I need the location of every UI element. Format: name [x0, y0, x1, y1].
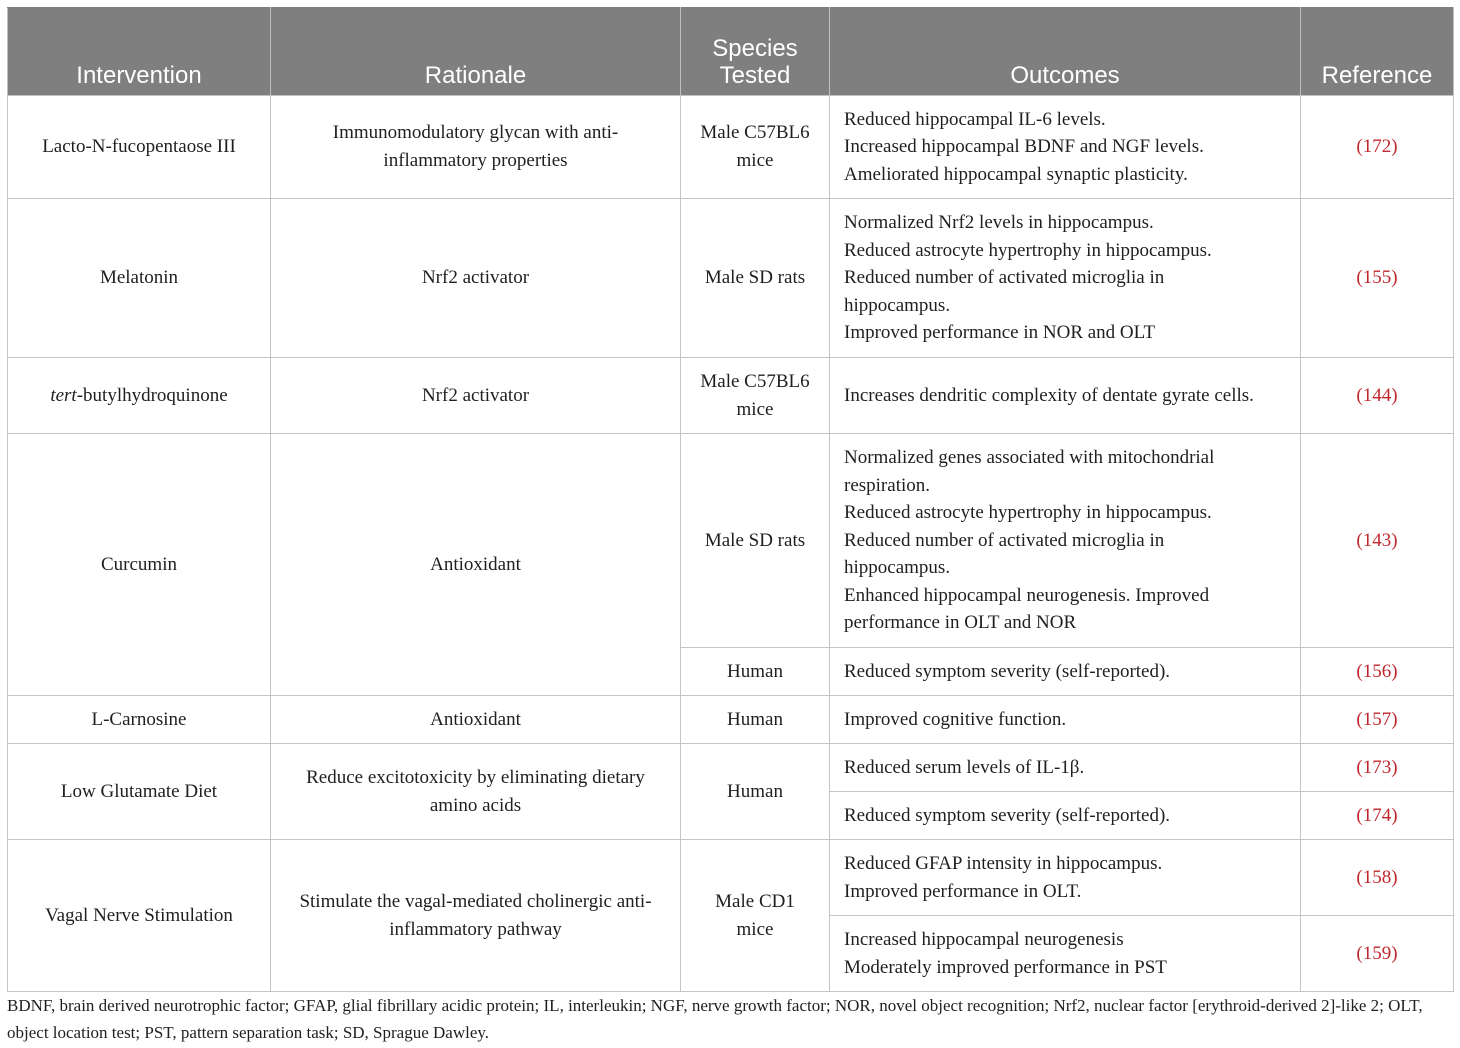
outcomes-cell	[830, 648, 1301, 696]
outcome-line: Improved cognitive function.	[844, 708, 1067, 730]
outcome-line: Improved performance in NOR and OLT	[844, 322, 1156, 344]
header-reference: Reference	[1301, 8, 1454, 96]
reference-link[interactable]: (174)	[1301, 792, 1454, 840]
outcome-line: Reduced astrocyte hypertrophy in hippocampus.	[844, 239, 1212, 261]
outcome-line: Moderately improved performance in PST	[844, 956, 1167, 978]
outcomes-cell	[830, 916, 1301, 992]
outcome-line: Normalized Nrf2 levels in hippocampus.	[844, 212, 1154, 234]
table-row	[8, 96, 1454, 199]
rationale-cell: Antioxidant	[271, 434, 681, 696]
rationale-cell: Stimulate the vagal-mediated cholinergic anti-inflammatory pathway	[271, 840, 681, 992]
species-cell: Male C57BL6 mice	[681, 96, 830, 199]
reference-link[interactable]: (158)	[1301, 840, 1454, 916]
header-row	[8, 8, 1454, 96]
outcomes-cell	[830, 696, 1301, 744]
outcome-line: Reduced symptom severity (self-reported).	[844, 804, 1171, 826]
intervention-cell: Vagal Nerve Stimulation	[8, 840, 271, 992]
table-row	[8, 840, 1454, 916]
table-footnote: BDNF, brain derived neurotrophic factor; GFAP, glial fibrillary acidic protein; IL, interleukin; NGF, nerve growth factor; NOR, novel object recognition; Nrf2, nuclear factor [erythroid-derived 2]-like 2; OLT, object location test; PST, pattern separation task; SD, Sprague Dawley.	[7, 996, 1423, 1042]
table-row	[8, 434, 1454, 648]
intervention-cell: Curcumin	[8, 434, 271, 696]
rationale-cell: Antioxidant	[271, 696, 681, 744]
outcomes-cell	[830, 358, 1301, 434]
reference-link[interactable]: (155)	[1301, 199, 1454, 358]
table-row	[8, 744, 1454, 792]
outcomes-cell	[830, 792, 1301, 840]
species-cell: Human	[681, 648, 830, 696]
reference-link[interactable]: (143)	[1301, 434, 1454, 648]
intervention-cell	[8, 358, 271, 434]
outcomes-cell	[830, 434, 1301, 648]
intervention-cell: Lacto-N-fucopentaose III	[8, 96, 271, 199]
rationale-cell: Reduce excitotoxicity by eliminating dietary amino acids	[271, 744, 681, 840]
species-cell: Human	[681, 744, 830, 840]
outcome-line: Reduced astrocyte hypertrophy in hippocampus.	[844, 502, 1212, 524]
outcome-line: Reduced GFAP intensity in hippocampus.	[844, 852, 1163, 874]
outcome-line: Reduced serum levels of IL-1β.	[844, 756, 1085, 778]
species-cell: Male SD rats	[681, 434, 830, 648]
reference-link[interactable]: (144)	[1301, 358, 1454, 434]
species-cell: Human	[681, 696, 830, 744]
outcome-line: Reduced symptom severity (self-reported).	[844, 660, 1171, 682]
intervention-italic-prefix: tert	[50, 384, 77, 406]
table-row	[8, 199, 1454, 358]
header-intervention: Intervention	[8, 8, 271, 96]
rationale-cell: Immunomodulatory glycan with anti-inflammatory properties	[271, 96, 681, 199]
outcome-line: Ameliorated hippocampal synaptic plasticity.	[844, 163, 1188, 185]
reference-link[interactable]: (159)	[1301, 916, 1454, 992]
rationale-cell: Nrf2 activator	[271, 199, 681, 358]
outcomes-cell	[830, 744, 1301, 792]
reference-link[interactable]: (173)	[1301, 744, 1454, 792]
table-container	[7, 7, 1453, 992]
outcome-line: Increases dendritic complexity of dentate gyrate cells.	[844, 384, 1254, 406]
interventions-table	[7, 7, 1454, 992]
reference-link[interactable]: (157)	[1301, 696, 1454, 744]
outcome-line: Increased hippocampal BDNF and NGF levels.	[844, 136, 1204, 158]
outcomes-cell	[830, 840, 1301, 916]
rationale-cell: Nrf2 activator	[271, 358, 681, 434]
reference-link[interactable]: (156)	[1301, 648, 1454, 696]
intervention-cell: Melatonin	[8, 199, 271, 358]
table-row	[8, 696, 1454, 744]
species-cell: Male C57BL6 mice	[681, 358, 830, 434]
outcome-line: Enhanced hippocampal neurogenesis. Improved performance in OLT and NOR	[844, 584, 1210, 634]
reference-link[interactable]: (172)	[1301, 96, 1454, 199]
intervention-name-rest: -butylhydroquinone	[76, 384, 228, 406]
species-cell: Male SD rats	[681, 199, 830, 358]
header-rationale: Rationale	[271, 8, 681, 96]
header-species-tested: Species Tested	[681, 8, 830, 96]
intervention-cell: L-Carnosine	[8, 696, 271, 744]
header-outcomes: Outcomes	[830, 8, 1301, 96]
outcome-line: Reduced hippocampal IL-6 levels.	[844, 108, 1106, 130]
outcome-line: Reduced number of activated microglia in hippocampus.	[844, 267, 1165, 316]
table-row	[8, 358, 1454, 434]
outcomes-cell	[830, 199, 1301, 358]
intervention-cell: Low Glutamate Diet	[8, 744, 271, 840]
outcomes-cell	[830, 96, 1301, 199]
species-cell: Male CD1 mice	[681, 840, 830, 992]
outcome-line: Increased hippocampal neurogenesis	[844, 928, 1124, 950]
outcome-line: Reduced number of activated microglia in hippocampus.	[844, 529, 1165, 579]
outcome-line: Improved performance in OLT.	[844, 880, 1082, 902]
outcome-line: Normalized genes associated with mitochondrial respiration.	[844, 446, 1215, 496]
